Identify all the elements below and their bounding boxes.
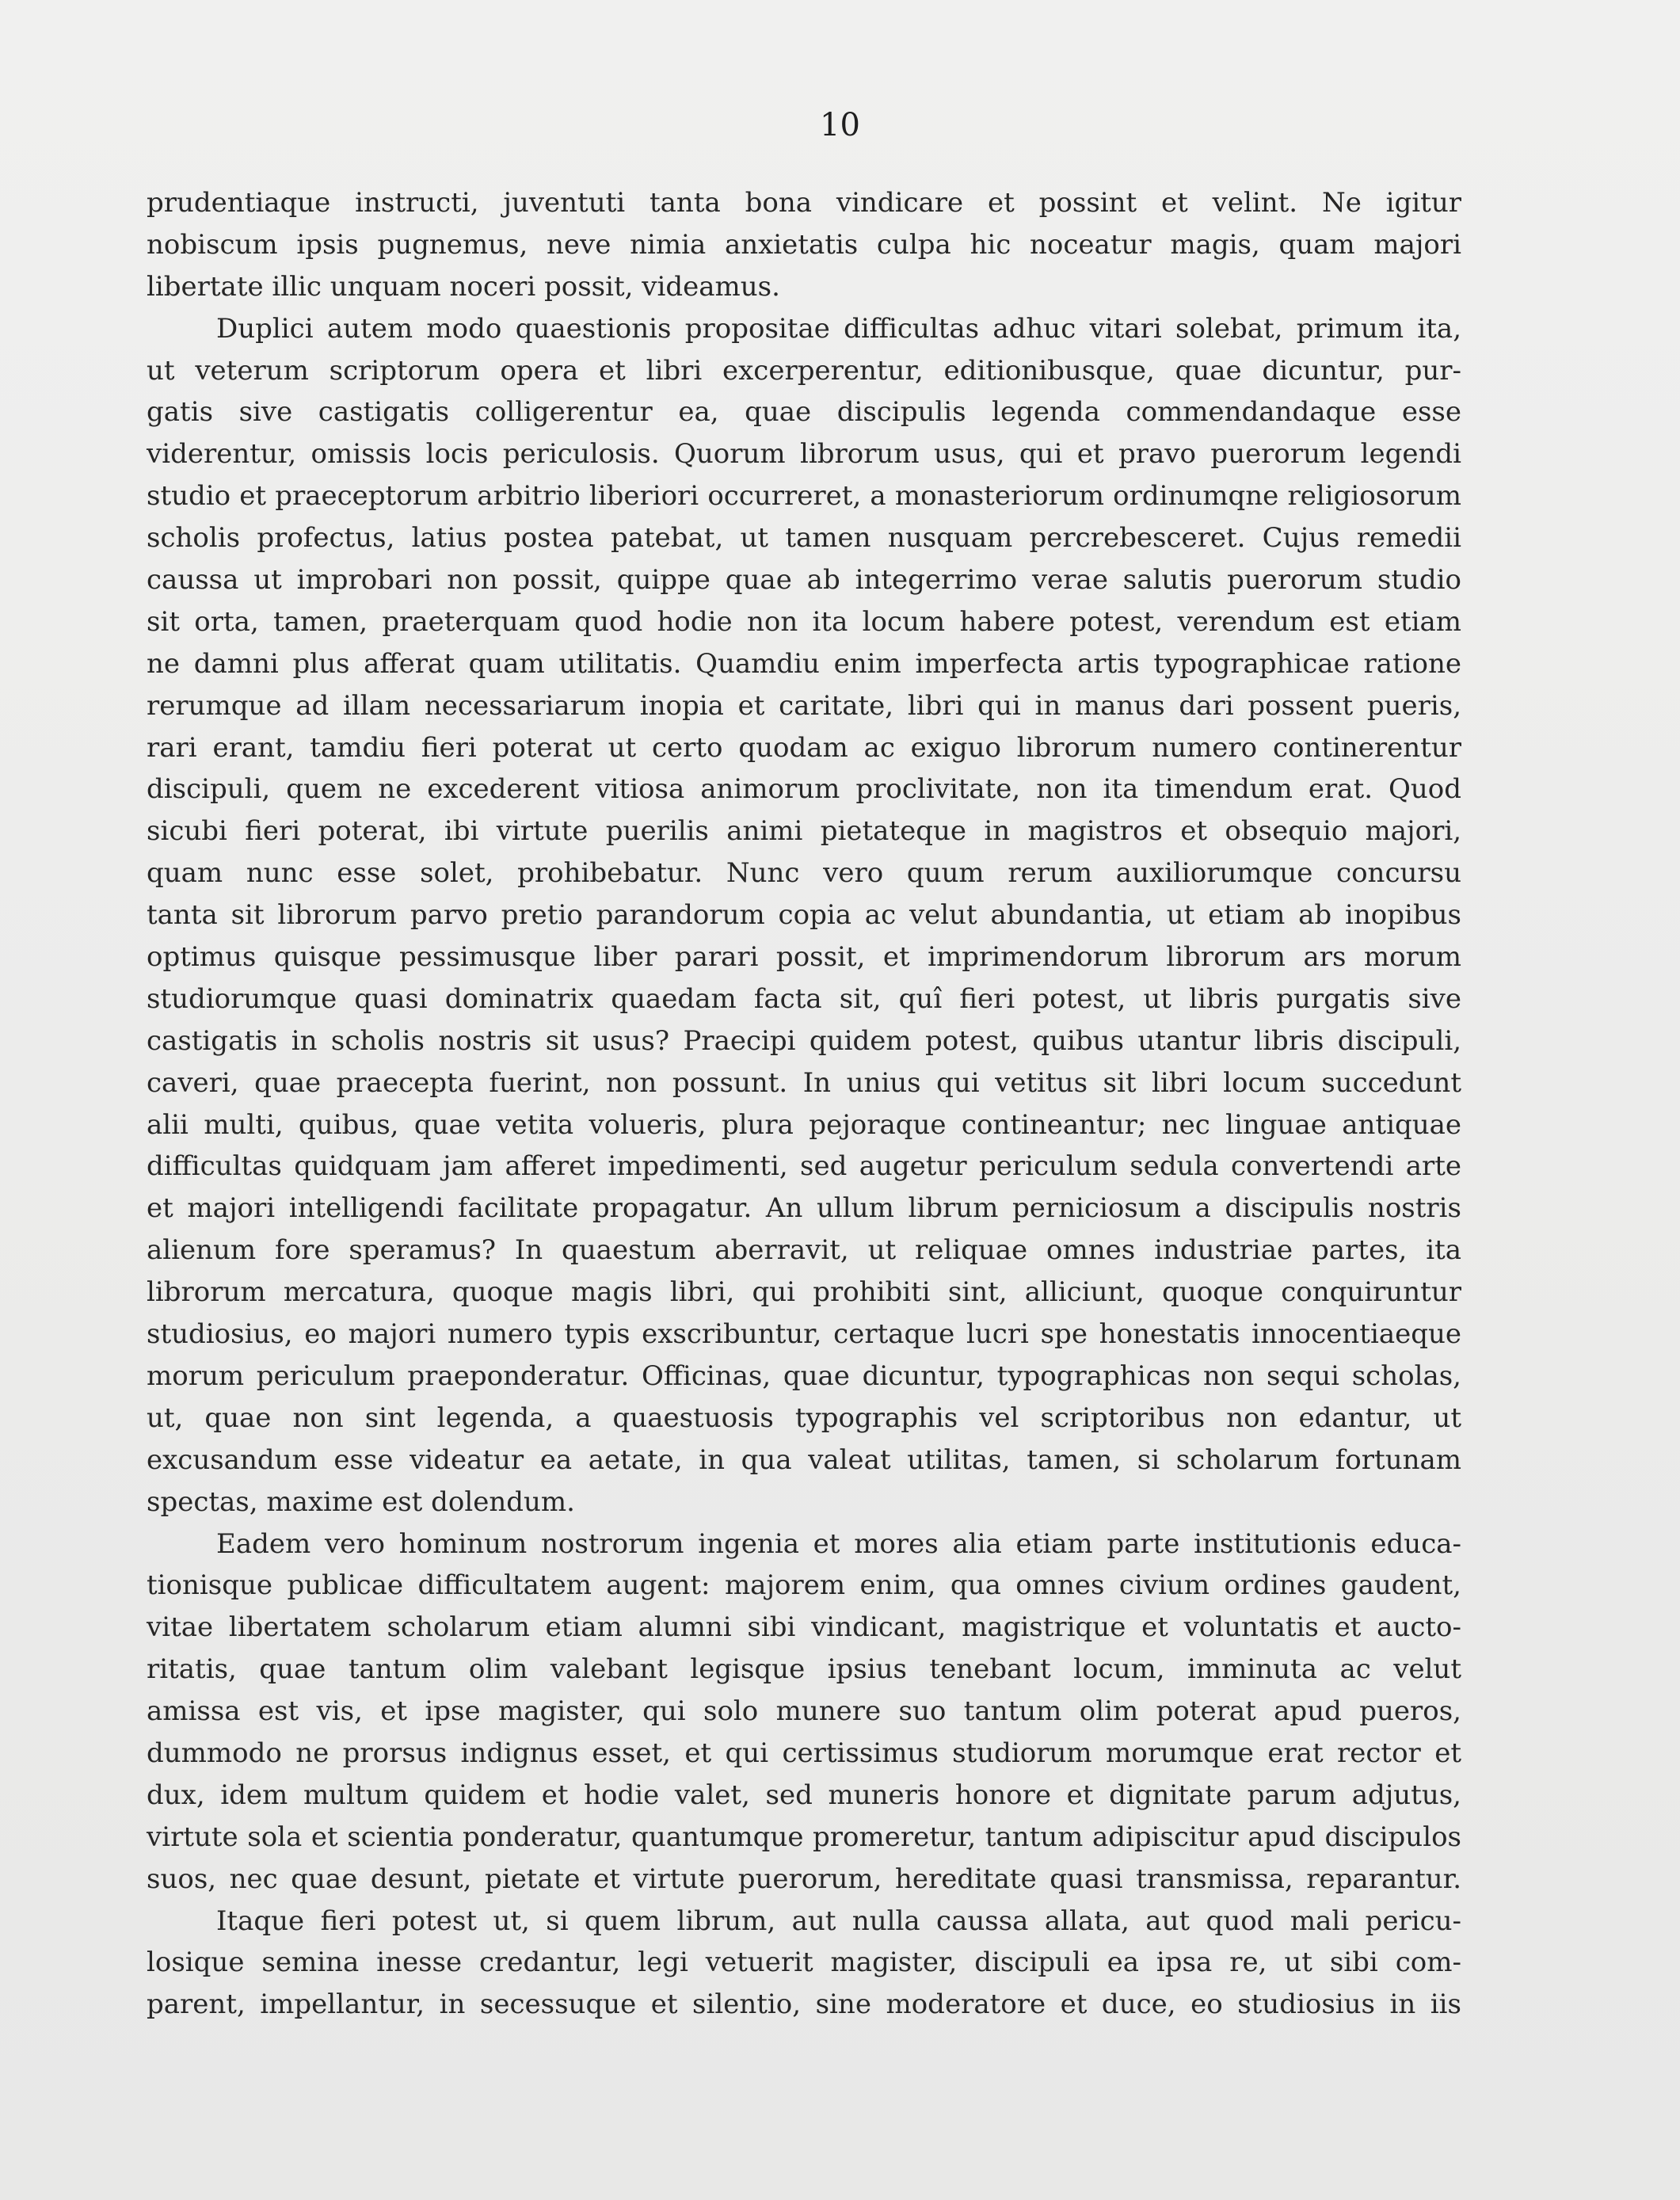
text-line: libertate illic unquam noceri possit, videamus.: [147, 270, 780, 303]
text-line: dummodo ne prorsus indignus esset, et qui certissimus studiorum morumque erat rector et: [147, 1737, 1461, 1769]
text-line: losique semina inesse credantur, legi vetuerit magister, discipuli ea ipsa re, ut sibi com-: [147, 1946, 1461, 1979]
text-line: Duplici autem modo quaestionis propositae difficultas adhuc vitari solebat, primum ita,: [216, 312, 1461, 345]
text-line: difficultas quidquam jam afferet impedimenti, sed augetur periculum sedula convertendi arte: [147, 1150, 1461, 1183]
text-line: studiosius, eo majori numero typis exscribuntur, certaque lucri spe honestatis innocentiaeque: [147, 1318, 1461, 1351]
text-line: studio et praeceptorum arbitrio liberiori occurreret, a monasteriorum ordinumqne religiosorum: [147, 480, 1461, 513]
text-line: Eadem vero hominum nostrorum ingenia et mores alia etiam parte institutionis educa-: [216, 1527, 1461, 1560]
text-line: Itaque fieri potest ut, si quem librum, aut nulla caussa allata, aut quod mali pericu-: [216, 1905, 1461, 1937]
text-line: caussa ut improbari non possit, quippe quae ab integerrimo verae salutis puerorum studio: [147, 564, 1461, 597]
text-line: ne damni plus afferat quam utilitatis. Quamdiu enim imperfecta artis typographicae ratione: [147, 647, 1461, 680]
text-line: optimus quisque pessimusque liber parari possit, et imprimendorum librorum ars morum: [147, 941, 1461, 974]
text-line: tanta sit librorum parvo pretio parandorum copia ac velut abundantia, ut etiam ab inopibus: [147, 899, 1461, 932]
text-line: librorum mercatura, quoque magis libri, qui prohibiti sint, alliciunt, quoque conquiruntur: [147, 1276, 1461, 1309]
text-line: castigatis in scholis nostris sit usus? Praecipi quidem potest, quibus utantur libris discipuli,: [147, 1024, 1461, 1057]
text-line: alii multi, quibus, quae vetita volueris, plura pejoraque contineantur; nec linguae antiquae: [147, 1108, 1461, 1141]
text-line: sit orta, tamen, praeterquam quod hodie non ita locum habere potest, verendum est etiam: [147, 605, 1461, 638]
text-line: scholis profectus, latius postea patebat, ut tamen nusquam percrebesceret. Cujus remedii: [147, 522, 1461, 555]
text-line: caveri, quae praecepta fuerint, non possunt. In unius qui vetitus sit libri locum succedunt: [147, 1066, 1461, 1099]
text-line: sicubi fieri poterat, ibi virtute puerilis animi pietateque in magistros et obsequio majori,: [147, 815, 1461, 848]
text-line: tionisque publicae difficultatem augent: majorem enim, qua omnes civium ordines gaudent,: [147, 1569, 1461, 1602]
text-line: morum periculum praeponderatur. Officinas, quae dicuntur, typographicas non sequi scholas,: [147, 1359, 1461, 1392]
text-line: ut veterum scriptorum opera et libri excerperentur, editionibusque, quae dicuntur, pur-: [147, 354, 1461, 387]
text-line: et majori intelligendi facilitate propagatur. An ullum librum perniciosum a discipulis nostris: [147, 1192, 1461, 1225]
text-line: amissa est vis, et ipse magister, qui solo munere suo tantum olim poterat apud pueros,: [147, 1695, 1461, 1728]
text-line: quam nunc esse solet, prohibebatur. Nunc vero quum rerum auxiliorumque concursu: [147, 857, 1461, 890]
text-line: gatis sive castigatis colligerentur ea, quae discipulis legenda commendandaque esse: [147, 396, 1461, 429]
text-line: prudentiaque instructi, juventuti tanta bona vindicare et possint et velint. Ne igitur: [147, 187, 1461, 219]
body-text: [147, 182, 1461, 2026]
text-line: ut, quae non sint legenda, a quaestuosis typographis vel scriptoribus non edantur, ut: [147, 1401, 1461, 1434]
text-line: spectas, maxime est dolendum.: [147, 1485, 575, 1518]
text-line: rari erant, tamdiu fieri poterat ut certo quodam ac exiguo librorum numero continerentur: [147, 731, 1461, 764]
text-line: nobiscum ipsis pugnemus, neve nimia anxietatis culpa hic noceatur magis, quam majori: [147, 228, 1461, 261]
text-line: vitae libertatem scholarum etiam alumni sibi vindicant, magistrique et voluntatis et aucto-: [147, 1611, 1461, 1644]
text-line: alienum fore speramus? In quaestum aberravit, ut reliquae omnes industriae partes, ita: [147, 1234, 1461, 1267]
text-line: rerumque ad illam necessariarum inopia et caritate, libri qui in manus dari possent pueris,: [147, 689, 1461, 722]
page-number: 10: [820, 107, 860, 143]
text-line: virtute sola et scientia ponderatur, quantumque promeretur, tantum adipiscitur apud discipulos: [147, 1821, 1461, 1853]
text-line: suos, nec quae desunt, pietate et virtute puerorum, hereditate quasi transmissa, reparantur.: [147, 1863, 1461, 1895]
text-line: ritatis, quae tantum olim valebant legisque ipsius tenebant locum, imminuta ac velut: [147, 1653, 1461, 1686]
text-line: discipuli, quem ne excederent vitiosa animorum proclivitate, non ita timendum erat. Quod: [147, 773, 1461, 806]
text-line: viderentur, omissis locis periculosis. Quorum librorum usus, qui et pravo puerorum legendi: [147, 438, 1461, 471]
text-line: excusandum esse videatur ea aetate, in qua valeat utilitas, tamen, si scholarum fortunam: [147, 1443, 1461, 1476]
text-line: parent, impellantur, in secessuque et silentio, sine moderatore et duce, eo studiosius in iis: [147, 1988, 1461, 2021]
text-line: dux, idem multum quidem et hodie valet, sed muneris honore et dignitate parum adjutus,: [147, 1779, 1461, 1811]
text-line: studiorumque quasi dominatrix quaedam facta sit, quî fieri potest, ut libris purgatis sive: [147, 982, 1461, 1015]
